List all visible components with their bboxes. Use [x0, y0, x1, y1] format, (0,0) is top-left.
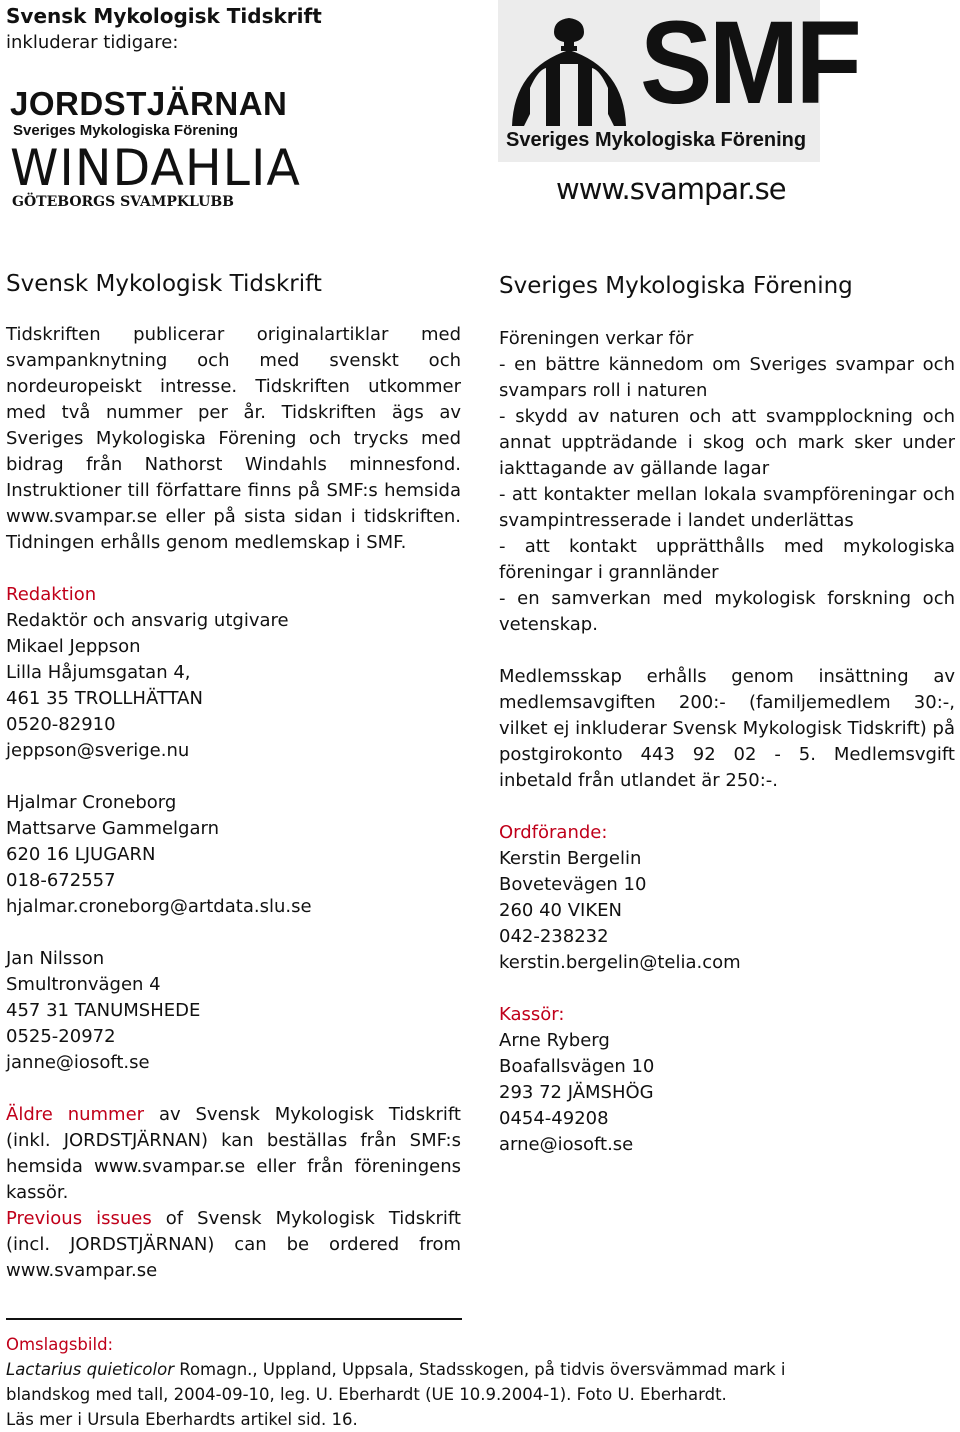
journal-title: Svensk Mykologisk Tidskrift: [6, 4, 322, 28]
treasurer-name: Arne Ryberg: [499, 1030, 610, 1051]
back-issues-english: [6, 1206, 461, 1284]
purpose-item-4: - att kontakt upprätthålls med mykologiska föreningar i grannländer: [499, 536, 955, 583]
society-heading: Sveriges Mykologiska Förening: [499, 273, 853, 299]
chair-phone: 042-238232: [499, 926, 609, 947]
jordstjarnan-logo: [10, 86, 340, 140]
editor-3-email[interactable]: janne@iosoft.se: [6, 1052, 150, 1073]
purpose-item-2: - skydd av naturen och att svampplockning och annat uppträdande i skog och mark sker under iakttagande av gällande lagar: [499, 406, 955, 479]
windahlia-logo-main: WINDAHLIA: [10, 139, 301, 197]
smf-logo: [498, 0, 859, 162]
editor-2-name: Hjalmar Croneborg: [6, 792, 177, 813]
back-issues-swedish-text: av Svensk Mykologisk Tidskrift (inkl. JORDSTJÄRNAN) kan beställas från SMF:s hemsida www.svampar.se eller från föreningens kassör.: [6, 1104, 461, 1203]
editor-1-city: 461 35 TROLLHÄTTAN: [6, 688, 203, 709]
right-column: [499, 272, 955, 1158]
journal-subtitle: inkluderar tidigare:: [6, 32, 179, 53]
left-column: [6, 270, 461, 1284]
chair-email[interactable]: kerstin.bergelin@telia.com: [499, 952, 741, 973]
chair-name: Kerstin Bergelin: [499, 848, 642, 869]
editor-3: [6, 946, 461, 1076]
jordstjarnan-logo-main: JORDSTJÄRNAN: [10, 85, 288, 122]
membership-text: Medlemsskap erhålls genom insättning av medlemsavgiften 200:- (familjemedlem 30:-, vilket ej inkluderar Svensk Mykologisk Tidskrift) på postgirokonto 443 92 02 - 5. Medlemsvgift inbetald från utlandet är 250:-.: [499, 666, 955, 791]
cover-line-1-rest: Romagn., Uppland, Uppsala, Stadsskogen, på tidvis översvämmad mark i: [173, 1360, 786, 1379]
editor-3-name: Jan Nilsson: [6, 948, 105, 969]
journal-heading: Svensk Mykologisk Tidskrift: [6, 271, 322, 297]
footer-divider: [6, 1318, 462, 1320]
cover-heading: Omslagsbild:: [6, 1335, 114, 1354]
editor-1: [6, 634, 461, 764]
chair-city: 260 40 VIKEN: [499, 900, 622, 921]
purpose-intro: Föreningen verkar för: [499, 328, 694, 349]
back-issues-swedish: [6, 1102, 461, 1206]
editor-2-phone: 018-672557: [6, 870, 116, 891]
treasurer-contact: [499, 1028, 955, 1158]
editor-1-name: Mikael Jeppson: [6, 636, 141, 657]
cover-line-2: blandskog med tall, 2004-09-10, leg. U. Eberhardt (UE 10.9.2004-1). Foto U. Eberhardt.: [6, 1385, 727, 1404]
editor-3-phone: 0525-20972: [6, 1026, 116, 1047]
editor-2-email[interactable]: hjalmar.croneborg@artdata.slu.se: [6, 896, 312, 917]
treasurer-street: Boafallsvägen 10: [499, 1056, 655, 1077]
smf-logo-caption: Sveriges Mykologiska Förening: [506, 129, 807, 151]
redaktion-role: Redaktör och ansvarig utgivare: [6, 610, 289, 631]
cover-species: Lactarius quieticolor: [6, 1360, 174, 1379]
windahlia-logo-sub: GÖTEBORGS SVAMPKLUBB: [12, 194, 234, 210]
treasurer-email[interactable]: arne@iosoft.se: [499, 1134, 634, 1155]
back-issues-swedish-label: Äldre nummer: [6, 1104, 145, 1125]
editor-3-city: 457 31 TANUMSHEDE: [6, 1000, 201, 1021]
editor-1-street: Lilla Håjumsgatan 4,: [6, 662, 191, 683]
website-link[interactable]: www.svampar.se: [556, 172, 786, 206]
jordstjarnan-logo-sub: Sveriges Mykologiska Förening: [13, 122, 239, 139]
purpose-item-5: - en samverkan med mykologisk forskning och vetenskap.: [499, 588, 955, 635]
cover-caption: [6, 1332, 951, 1432]
chair-street: Bovetevägen 10: [499, 874, 647, 895]
mushroom-emblem-icon: [504, 8, 634, 138]
header-left: [6, 2, 446, 56]
editor-2: [6, 790, 461, 920]
cover-line-3: Läs mer i Ursula Eberhardts artikel sid. 16.: [6, 1410, 358, 1429]
editor-1-email[interactable]: jeppson@sverige.nu: [6, 740, 190, 761]
back-issues-english-label: Previous issues: [6, 1208, 152, 1229]
treasurer-phone: 0454-49208: [499, 1108, 609, 1129]
editor-1-phone: 0520-82910: [6, 714, 116, 735]
chair-contact: [499, 846, 955, 976]
journal-intro: Tidskriften publicerar originalartiklar med svampanknytning och med svenskt och nordeuropeiskt intresse. Tidskriften utkommer med två nummer per år. Tidskriften ägs av Sveriges Mykologiska Förening och trycks med bidrag från Nathorst Windahls minnesfond. Instruktioner till författare finns på SMF:s hemsida www.svampar.se eller på sista sidan i tidskriften. Tidningen erhålls genom medlemskap i SMF.: [6, 324, 461, 553]
editor-2-city: 620 16 LJUGARN: [6, 844, 156, 865]
purpose-item-3: - att kontakter mellan lokala svampföreningar och svampintresserade i landet underlättas: [499, 484, 955, 531]
cover-line-1: [6, 1357, 951, 1382]
chair-heading: Ordförande:: [499, 822, 608, 843]
redaktion-heading: Redaktion: [6, 584, 97, 605]
editor-3-street: Smultronvägen 4: [6, 974, 161, 995]
editor-2-street: Mattsarve Gammelgarn: [6, 818, 220, 839]
treasurer-heading: Kassör:: [499, 1004, 565, 1025]
smf-logo-letters: SMF: [640, 0, 859, 129]
purpose-item-1: - en bättre kännedom om Sveriges svampar och svampars roll i naturen: [499, 354, 955, 401]
windahlia-logo: [10, 139, 350, 210]
back-issues-english-text: of Svensk Mykologisk Tidskrift (incl. JORDSTJÄRNAN) can be ordered from www.svampar.se: [6, 1208, 461, 1281]
treasurer-city: 293 72 JÄMSHÖG: [499, 1082, 654, 1103]
